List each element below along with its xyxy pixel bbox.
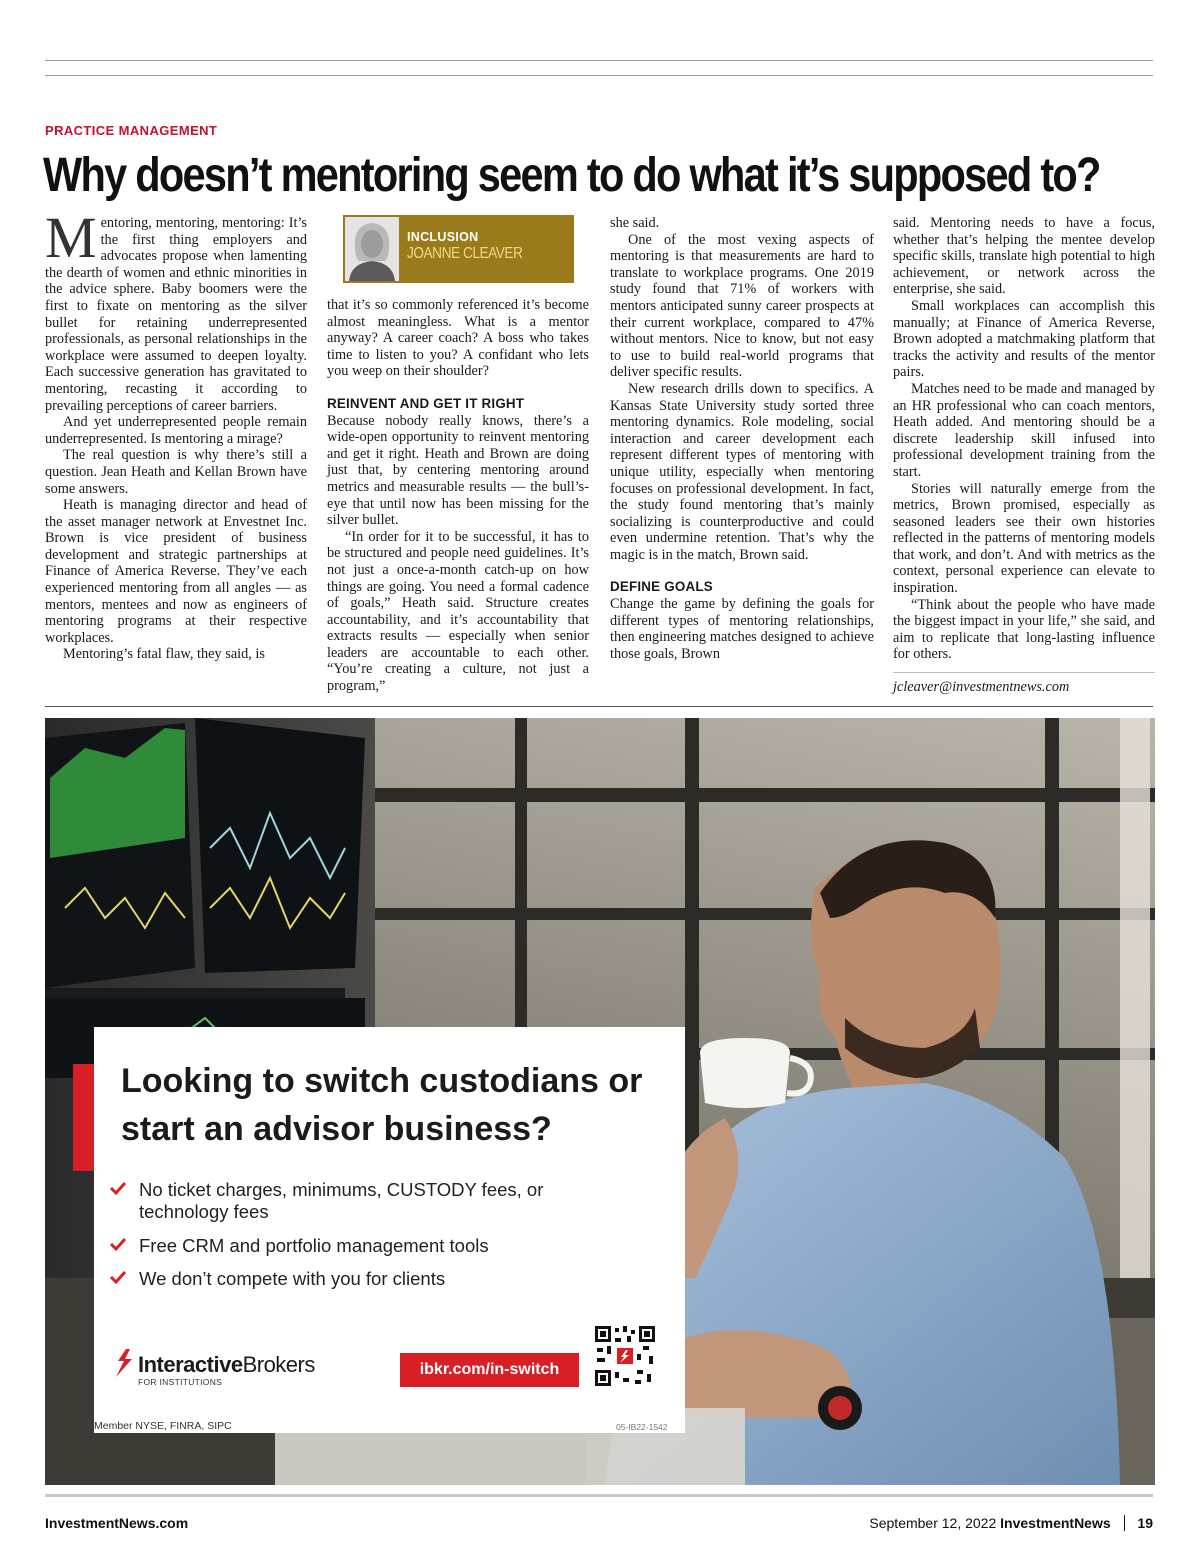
article-paragraph: Mentoring’s fatal flaw, they said, is <box>63 646 265 663</box>
article-paragraph: New research drills down to specifics. A Kansas State University study sorted three mentoring dynamics. Role modeling, social interaction and career development each represent different types of mentoring with unique utility, especially when mentoring focuses on professional development. In fact, the study found mentoring that’s mainly socializing is counterproductive and could even undermine retention. That’s why the magic is in the match, Brown said. <box>610 380 874 563</box>
ad-top-rule <box>45 706 1153 707</box>
article-paragraph: The real question is why there’s still a question. Jean Heath and Kellan Brown have some answers. <box>45 447 307 497</box>
article-paragraph: Small workplaces can accomplish this manually; at Finance of America Reverse, Brown adopted a matchmaking platform that tracks the activity and results of the mentor pairs. <box>893 297 1155 381</box>
checkmark-icon <box>109 1179 127 1197</box>
headline: Why doesn’t mentoring seem to do what it’s supposed to? <box>43 149 1100 202</box>
author-email-link[interactable]: jcleaver@investmentnews.com <box>893 679 1070 695</box>
advertisement[interactable] <box>45 718 1155 1485</box>
article-paragraph: Stories will naturally emerge from the metrics, Brown promised, especially as seasoned leaders see their own histories reflected in the patterns of mentoring models that work, and don’t. And with metrics as the context, personal experience can elevate to inspiration. <box>893 480 1155 597</box>
checkmark-icon <box>109 1235 127 1253</box>
issue-date: September 12, 2022 <box>869 1515 997 1531</box>
article-paragraph: she said. <box>610 215 660 231</box>
ad-benefit: We don’t compete with you for clients <box>139 1268 445 1290</box>
article-column-3 <box>610 215 874 662</box>
ad-disclaimer: Member NYSE, FINRA, SIPC <box>94 1420 232 1432</box>
subhead: DEFINE GOALS <box>610 579 713 595</box>
article-paragraph: Mentoring, mentoring, mentoring: It’s the first thing employers and advocates propose when lamenting the dearth of women and ethnic minorities in the advice sphere. Baby boomers were the first to fixate on mentoring as the silver bullet for retaining underrepresented professionals, as personal relationships in the workplace were assumed to deepen loyalty. Each successive generation has gravitated to mentoring, recasting it according to prevailing perceptions of career barriers. <box>45 205 307 414</box>
article-paragraph: “In order for it to be successful, it has to be structured and people need guidelines. It’s not just a once-a-month catch-up on how things are going. You need a formal cadence of goals,” Heath said. Structure creates accountability, and it’s accountability that extracts results — especially when senior leaders are accountable to each other. “You’re creating a culture, not just a program,” <box>327 528 589 695</box>
footer-site: InvestmentNews.com <box>45 1515 189 1531</box>
ad-headline: Looking to switch custodians or start an advisor business? <box>121 1062 643 1148</box>
columnist-name: JOANNE CLEAVER <box>407 245 523 262</box>
columnist-photo <box>345 217 399 281</box>
qr-code-icon[interactable] <box>593 1324 657 1388</box>
byline-rule <box>893 672 1155 673</box>
checkmark-icon <box>109 1268 127 1286</box>
publication-name: InvestmentNews <box>1000 1515 1111 1531</box>
columnist-badge <box>343 215 574 283</box>
article-paragraph: “Think about the people who have made the biggest impact in your life,” she said, and aim to replicate that long-lasting influence for others. <box>893 596 1155 663</box>
section-label: PRACTICE MANAGEMENT <box>45 123 218 138</box>
ad-accent-bar <box>73 1064 94 1171</box>
article-paragraph: And yet underrepresented people remain underrepresented. Is mentoring a mirage? <box>45 414 307 447</box>
article-column-2 <box>327 297 589 695</box>
article-column-1 <box>45 205 307 663</box>
ad-benefit: No ticket charges, minimums, CUSTODY fees, or technology fees <box>139 1179 559 1223</box>
ad-card <box>94 1027 685 1433</box>
article-paragraph: Change the game by defining the goals for different types of mentoring relationships, then engineering matches designed to achieve those goals, Brown <box>610 596 874 662</box>
article-paragraph: said. Mentoring needs to have a focus, whether that’s helping the mentee develop specific skills, translate high potential to high achievement, or network across the enterprise, she said. <box>893 215 1155 298</box>
ad-benefit: Free CRM and portfolio management tools <box>139 1235 489 1257</box>
article-paragraph: that it’s so commonly referenced it’s become almost meaningless. What is a mentor anyway? A career coach? A boss who takes time to listen to you? A confidant who lets you weep on their shoulder? <box>327 297 589 380</box>
ad-url-button[interactable]: ibkr.com/in-switch <box>400 1353 579 1387</box>
article-paragraph: One of the most vexing aspects of mentoring is that measurements are hard to translate to workplace programs. One 2019 study found that 71% of workers with mentors anticipated sunny career prospects at their current workplace, compared to 47% without mentors. Nice to know, but not easy to use to build real-world programs that deliver specific results. <box>610 231 874 381</box>
top-rule <box>45 60 1153 61</box>
drop-cap: M <box>45 205 97 270</box>
top-rule-2 <box>45 75 1153 76</box>
interactive-brokers-logo-icon <box>114 1349 136 1377</box>
article-paragraph: Because nobody really knows, there’s a wide-open opportunity to reinvent mentoring and get it right. Heath and Brown are doing just that, by centering mentoring around metrics and measurable results — the bull’s-eye that until now has been missing for the silver bullet. <box>327 412 589 529</box>
footer-divider <box>1124 1515 1125 1531</box>
brand-name: InteractiveBrokers <box>138 1352 315 1377</box>
article-paragraph: Heath is managing director and head of the asset manager network at Envestnet Inc. Brown is vice president of business development and strategic partnerships at Finance of America Reverse. They’ve each experienced mentoring from all angles — as mentors, mentees and now as engineers of mentoring programs at their respective workplaces. <box>45 497 307 646</box>
footer-rule <box>45 1494 1153 1497</box>
brand-subtitle: FOR INSTITUTIONS <box>138 1377 223 1387</box>
article-column-4 <box>893 215 1155 663</box>
article-paragraph: Matches need to be made and managed by an HR professional who can coach mentors, Heath added. And mentoring should be a discrete leadership skill infused into professional development training from the start. <box>893 380 1155 480</box>
column-tag: INCLUSION <box>407 230 479 244</box>
subhead: REINVENT AND GET IT RIGHT <box>327 395 525 411</box>
ad-code: 05-IB22-1542 <box>616 1422 668 1432</box>
footer-info <box>869 1515 1153 1531</box>
page-number: 19 <box>1137 1515 1153 1531</box>
